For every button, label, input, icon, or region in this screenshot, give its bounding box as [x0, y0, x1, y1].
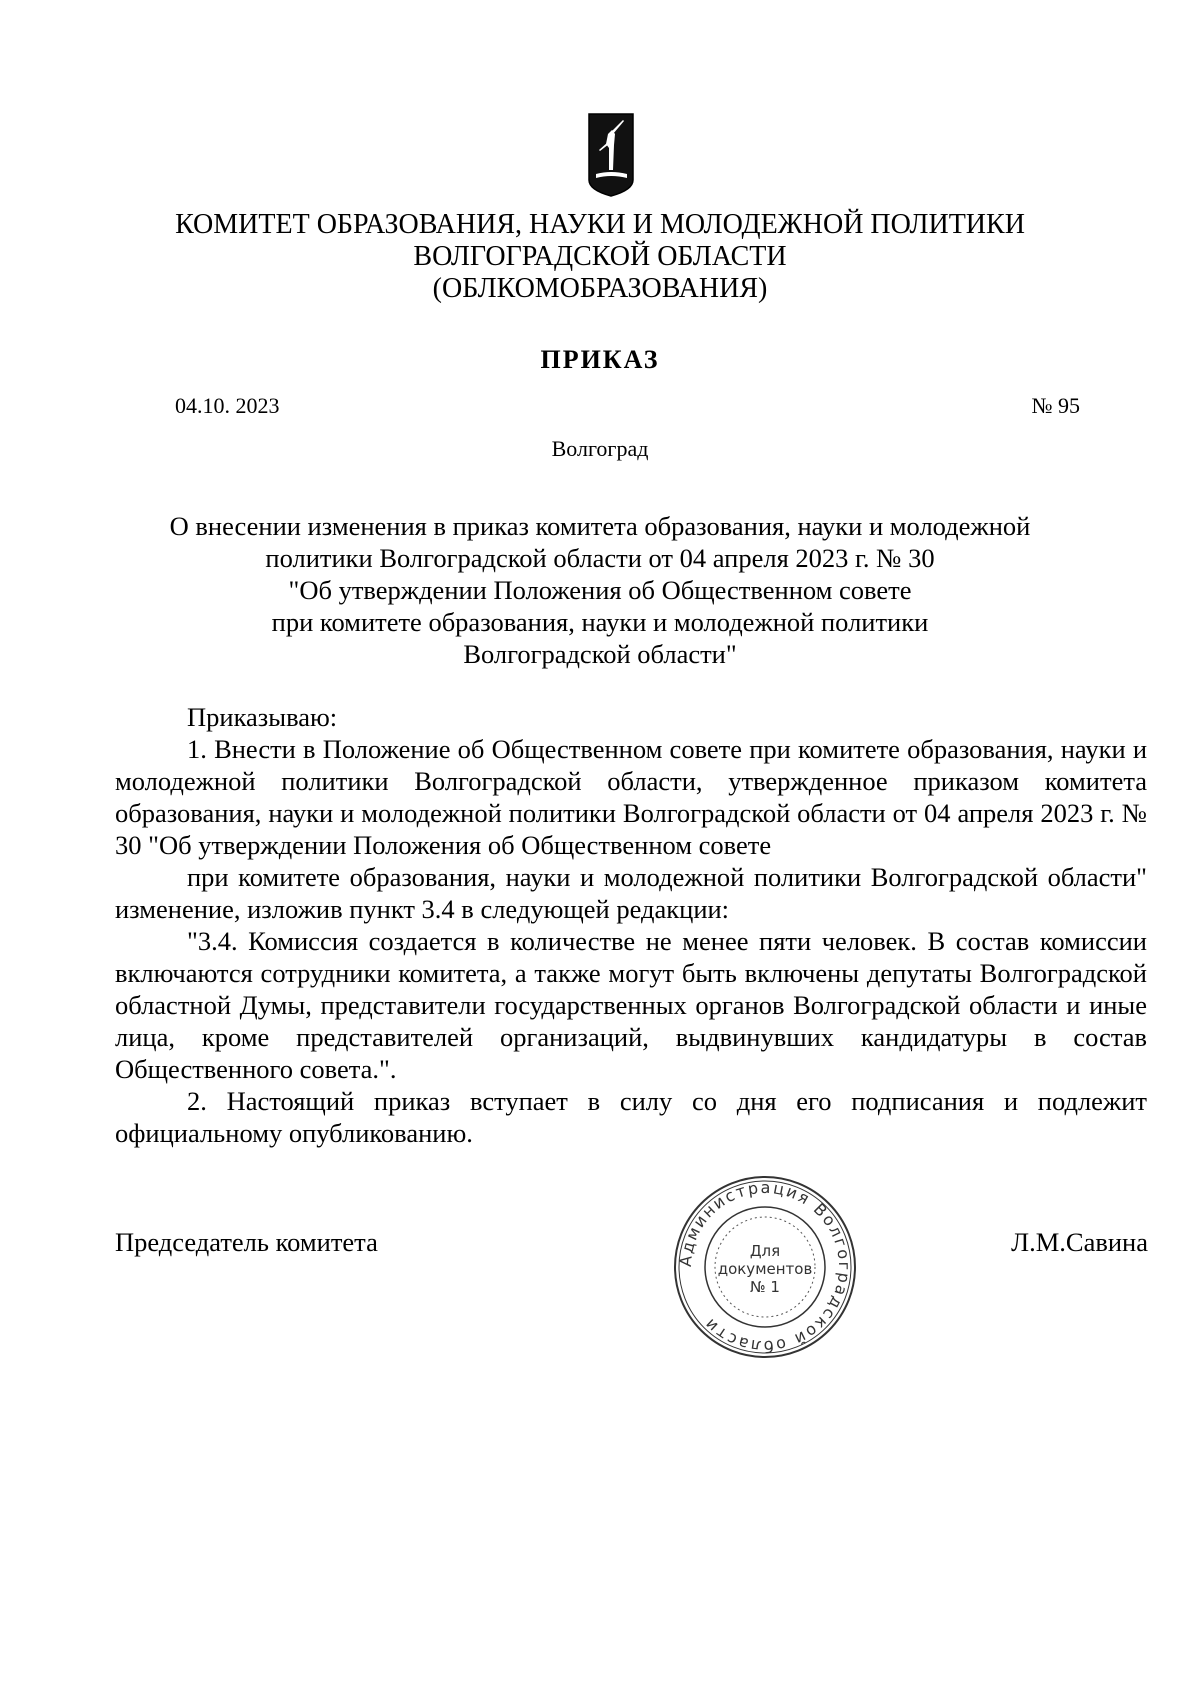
document-city: Волгоград	[551, 436, 649, 461]
org-line-1: КОМИТЕТ ОБРАЗОВАНИЯ, НАУКИ И МОЛОДЕЖНОЙ ПОЛИТИКИ	[175, 209, 1025, 240]
paragraph-item-1-continued: при комитете образования, науки и молодежной политики Волгоградской области" изменение, изложив пункт 3.4 в следующей редакции:	[115, 862, 1147, 924]
org-line-3: (ОБЛКОМОБРАЗОВАНИЯ)	[432, 273, 768, 304]
stamp-center-line-3: № 1	[750, 1278, 780, 1296]
document-number: № 95	[1031, 393, 1080, 418]
document-date: 04.10. 2023	[175, 393, 280, 418]
order-word: Приказываю:	[187, 702, 338, 732]
paragraph-item-1: 1. Внести в Положение об Общественном совете при комитете образования, науки и молодежной политики Волгоградской области, утвержденное приказом комитета образования, науки и молодежной политики Волгоградской области от 04 апреля 2023 г. № 30 "Об утверждении Положения об Общественном совете	[115, 734, 1147, 860]
subject-line-1: О внесении изменения в приказ комитета образования, науки и молодежной	[169, 511, 1031, 541]
stamp-ring-text: Администрация Волгоградской области	[675, 1177, 855, 1357]
org-line-2: ВОЛГОГРАДСКОЙ ОБЛАСТИ	[413, 241, 787, 272]
subject-line-4: при комитете образования, науки и молодежной политики	[271, 607, 929, 637]
subject-line-5: Волгоградской области"	[463, 639, 737, 669]
organization-name	[100, 209, 1100, 305]
official-stamp	[670, 1172, 860, 1362]
signatory-name: Л.М.Савина	[1011, 1227, 1148, 1257]
subject-line-3: "Об утверждении Положения об Общественном совете	[288, 575, 912, 605]
volgograd-emblem-icon	[587, 112, 635, 198]
signatory-title: Председатель комитета	[115, 1227, 378, 1257]
document-subject	[130, 510, 1070, 670]
stamp-center-line-1: Для	[749, 1242, 781, 1260]
document-type: ПРИКАЗ	[540, 345, 660, 374]
subject-line-2: политики Волгоградской области от 04 апреля 2023 г. № 30	[265, 543, 935, 573]
paragraph-quote: "3.4. Комиссия создается в количестве не менее пяти человек. В состав комиссии включаются сотрудники комитета, а также могут быть включены депутаты Волгоградской областной Думы, представители государственных органов Волгоградской области и иные лица, кроме представителей организаций, выдвинувших кандидатуры в состав Общественного совета.".	[115, 926, 1147, 1084]
stamp-center-line-2: документов	[717, 1260, 813, 1278]
document-body	[115, 701, 1147, 1149]
paragraph-item-2: 2. Настоящий приказ вступает в силу со дня его подписания и подлежит официальному опубликованию.	[115, 1086, 1147, 1148]
